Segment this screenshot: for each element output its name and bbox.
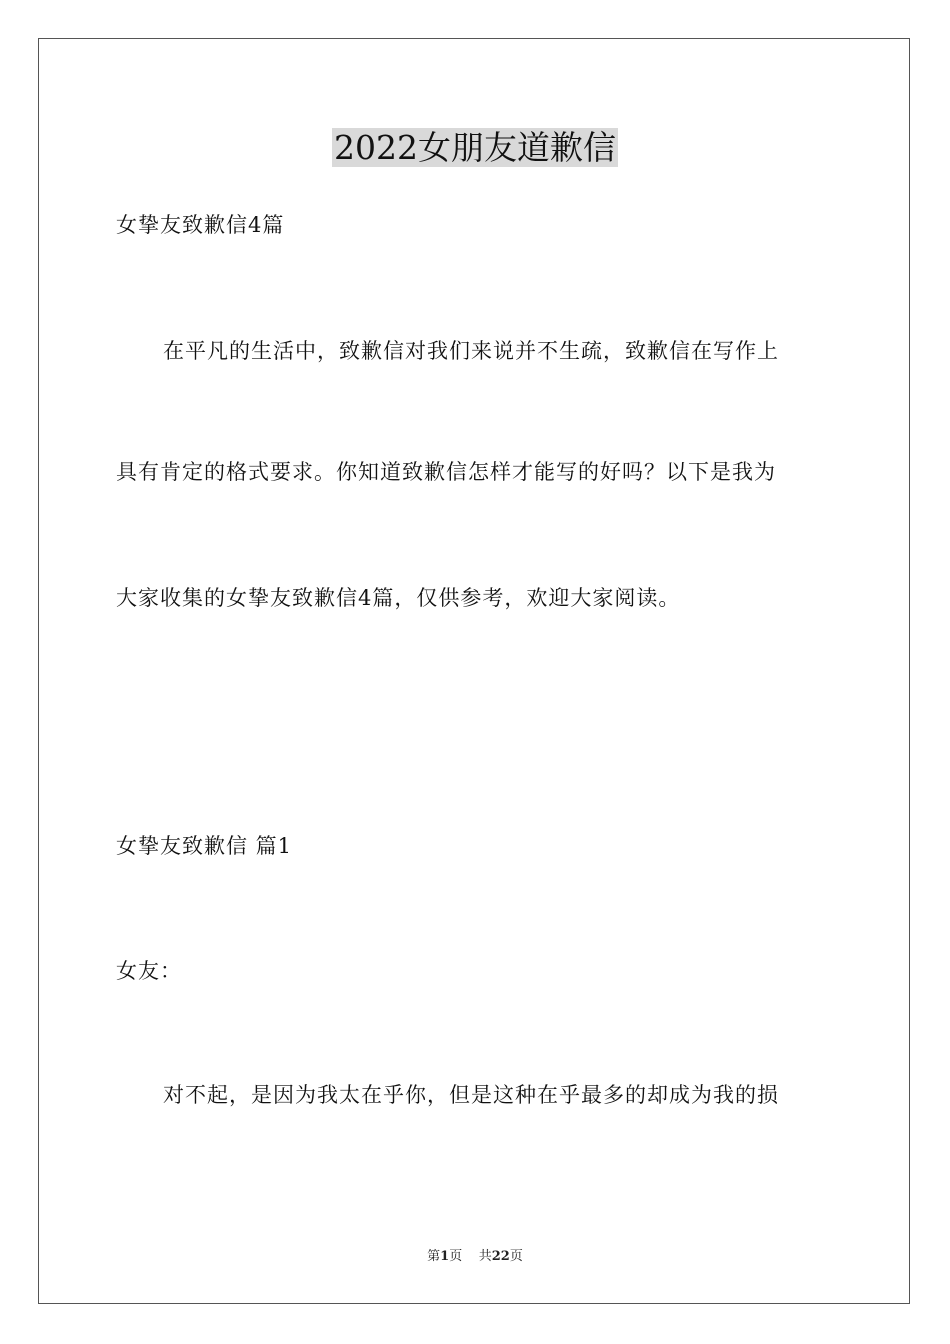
intro-line-1: 在平凡的生活中，致歉信对我们来说并不生疏，致歉信在写作上	[163, 339, 779, 363]
document-subtitle: 女挚友致歉信4篇	[116, 213, 285, 237]
section-heading: 女挚友致歉信 篇1	[116, 834, 293, 858]
intro-line-2: 具有肯定的格式要求。你知道致歉信怎样才能写的好吗？以下是我为	[116, 460, 776, 484]
intro-line-3: 大家收集的女挚友致歉信4篇，仅供参考，欢迎大家阅读。	[116, 586, 681, 610]
footer-page-suffix: 页	[449, 1249, 463, 1264]
footer-total-suffix: 页	[509, 1249, 523, 1264]
document-title	[0, 128, 950, 168]
footer-page-number: 1	[440, 1249, 450, 1264]
body-line-1: 对不起，是因为我太在乎你，但是这种在乎最多的却成为我的损	[163, 1083, 779, 1107]
salutation: 女友：	[116, 959, 182, 983]
footer-prefix: 第	[427, 1249, 441, 1264]
page-footer	[0, 1248, 950, 1266]
footer-total-prefix: 共	[478, 1249, 492, 1264]
footer-total-pages: 22	[491, 1249, 510, 1264]
document-title-text: 2022女朋友道歉信	[334, 128, 616, 167]
